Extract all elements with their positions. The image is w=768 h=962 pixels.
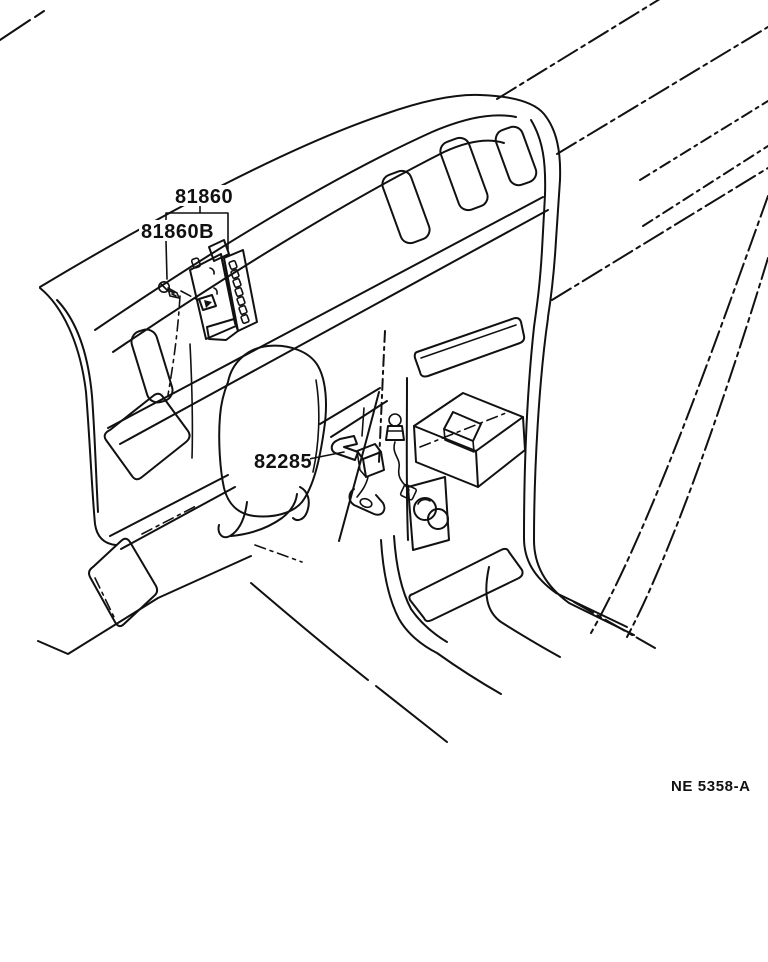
lower-bracket	[350, 489, 385, 515]
lighter-knob	[414, 498, 436, 520]
fork-bracket	[332, 436, 358, 460]
clamp-assembly-82285	[332, 408, 417, 515]
leader-82285	[309, 452, 344, 459]
left-end-panel	[40, 288, 192, 626]
console-centerline-phantom	[379, 331, 385, 462]
callout-82285: 82285	[254, 451, 313, 473]
callout-81860b: 81860B	[141, 221, 215, 243]
defroster-vent	[380, 168, 433, 246]
heater-unit-box	[414, 393, 525, 487]
defroster-vent	[438, 135, 491, 213]
screw-81860b	[159, 282, 179, 298]
figure-code: NE 5358-A	[671, 778, 751, 795]
seat-phantom-line	[591, 196, 768, 633]
radio-opening	[415, 318, 524, 377]
console-lower-opening	[409, 549, 522, 621]
kick-panel-opening	[89, 539, 157, 626]
dashboard-outline	[40, 95, 560, 444]
defroster-vent	[493, 124, 539, 188]
callout-81860: 81860	[175, 186, 234, 208]
seat-phantom-line	[627, 258, 768, 637]
bulb-socket	[386, 414, 417, 500]
